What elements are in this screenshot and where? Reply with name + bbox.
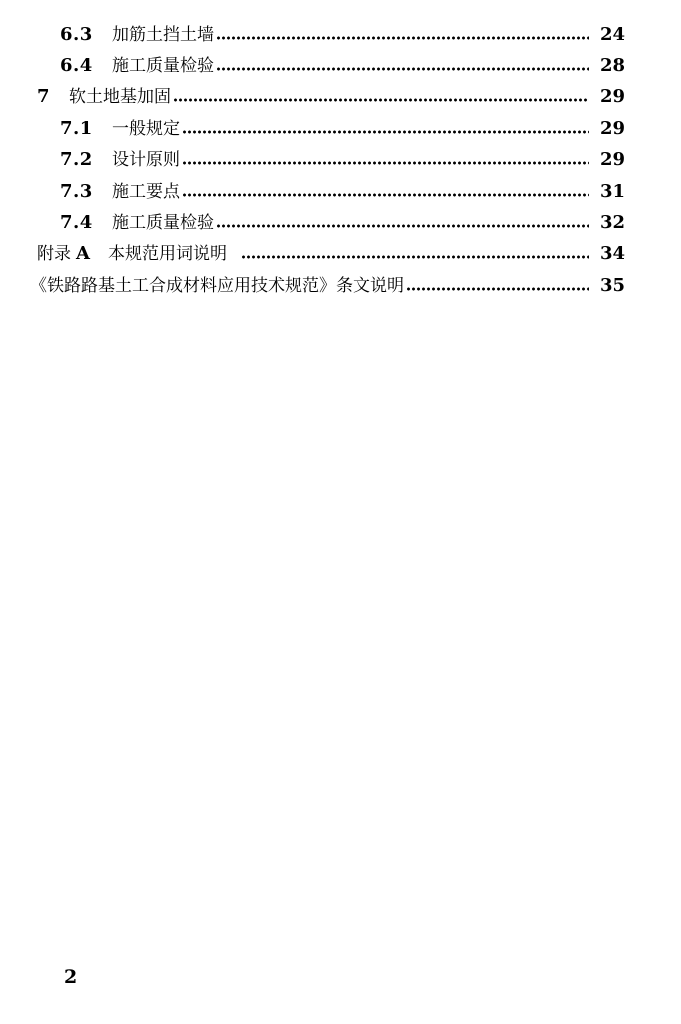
section-title: 施工质量检验 <box>112 213 214 234</box>
toc-entry[interactable] <box>0 176 625 207</box>
page-ref: 32 <box>599 212 625 234</box>
dot-leader <box>406 287 589 291</box>
section-number: 7.2 <box>60 149 93 171</box>
page-number: 2 <box>64 966 78 988</box>
dot-leader <box>241 255 589 259</box>
page-ref: 31 <box>599 180 625 202</box>
toc-entry[interactable] <box>0 50 625 81</box>
appendix-title: 本规范用词说明 <box>108 244 227 265</box>
chapter-title: 软土地基加固 <box>69 87 171 108</box>
appendix-letter: A <box>76 243 90 265</box>
explanation-title: 《铁路路基土工合成材料应用技术规范》条文说明 <box>30 275 404 296</box>
chapter-number: 7 <box>37 86 51 108</box>
dot-leader <box>216 67 589 71</box>
toc-entry-appendix[interactable] <box>0 239 625 270</box>
page-ref: 24 <box>599 23 625 45</box>
dot-leader <box>182 130 589 134</box>
dot-leader <box>182 161 589 165</box>
section-title: 一般规定 <box>112 118 180 139</box>
toc-entry[interactable] <box>0 82 625 113</box>
dot-leader <box>173 98 589 102</box>
toc-entry-explanation[interactable] <box>0 270 625 301</box>
section-title: 加筋土挡土墙 <box>112 24 214 45</box>
toc-entry[interactable] <box>0 19 625 50</box>
section-title: 设计原则 <box>112 150 180 171</box>
table-of-contents <box>0 19 681 302</box>
page-ref: 34 <box>599 243 625 265</box>
dot-leader <box>182 193 589 197</box>
appendix-prefix: 附录 <box>37 244 71 265</box>
section-number: 7.4 <box>60 212 93 234</box>
toc-entry[interactable] <box>0 145 625 176</box>
page-ref: 28 <box>599 55 625 77</box>
dot-leader <box>216 36 589 40</box>
section-number: 6.3 <box>60 23 93 45</box>
dot-leader <box>216 224 589 228</box>
section-title: 施工质量检验 <box>112 56 214 77</box>
toc-entry[interactable] <box>0 207 625 238</box>
section-number: 7.1 <box>60 117 93 139</box>
page-ref: 29 <box>599 86 625 108</box>
page-ref: 35 <box>599 274 625 296</box>
page-ref: 29 <box>599 117 625 139</box>
toc-entry[interactable] <box>0 113 625 144</box>
section-title: 施工要点 <box>112 181 180 202</box>
section-number: 7.3 <box>60 180 93 202</box>
page-ref: 29 <box>599 149 625 171</box>
section-number: 6.4 <box>60 55 93 77</box>
